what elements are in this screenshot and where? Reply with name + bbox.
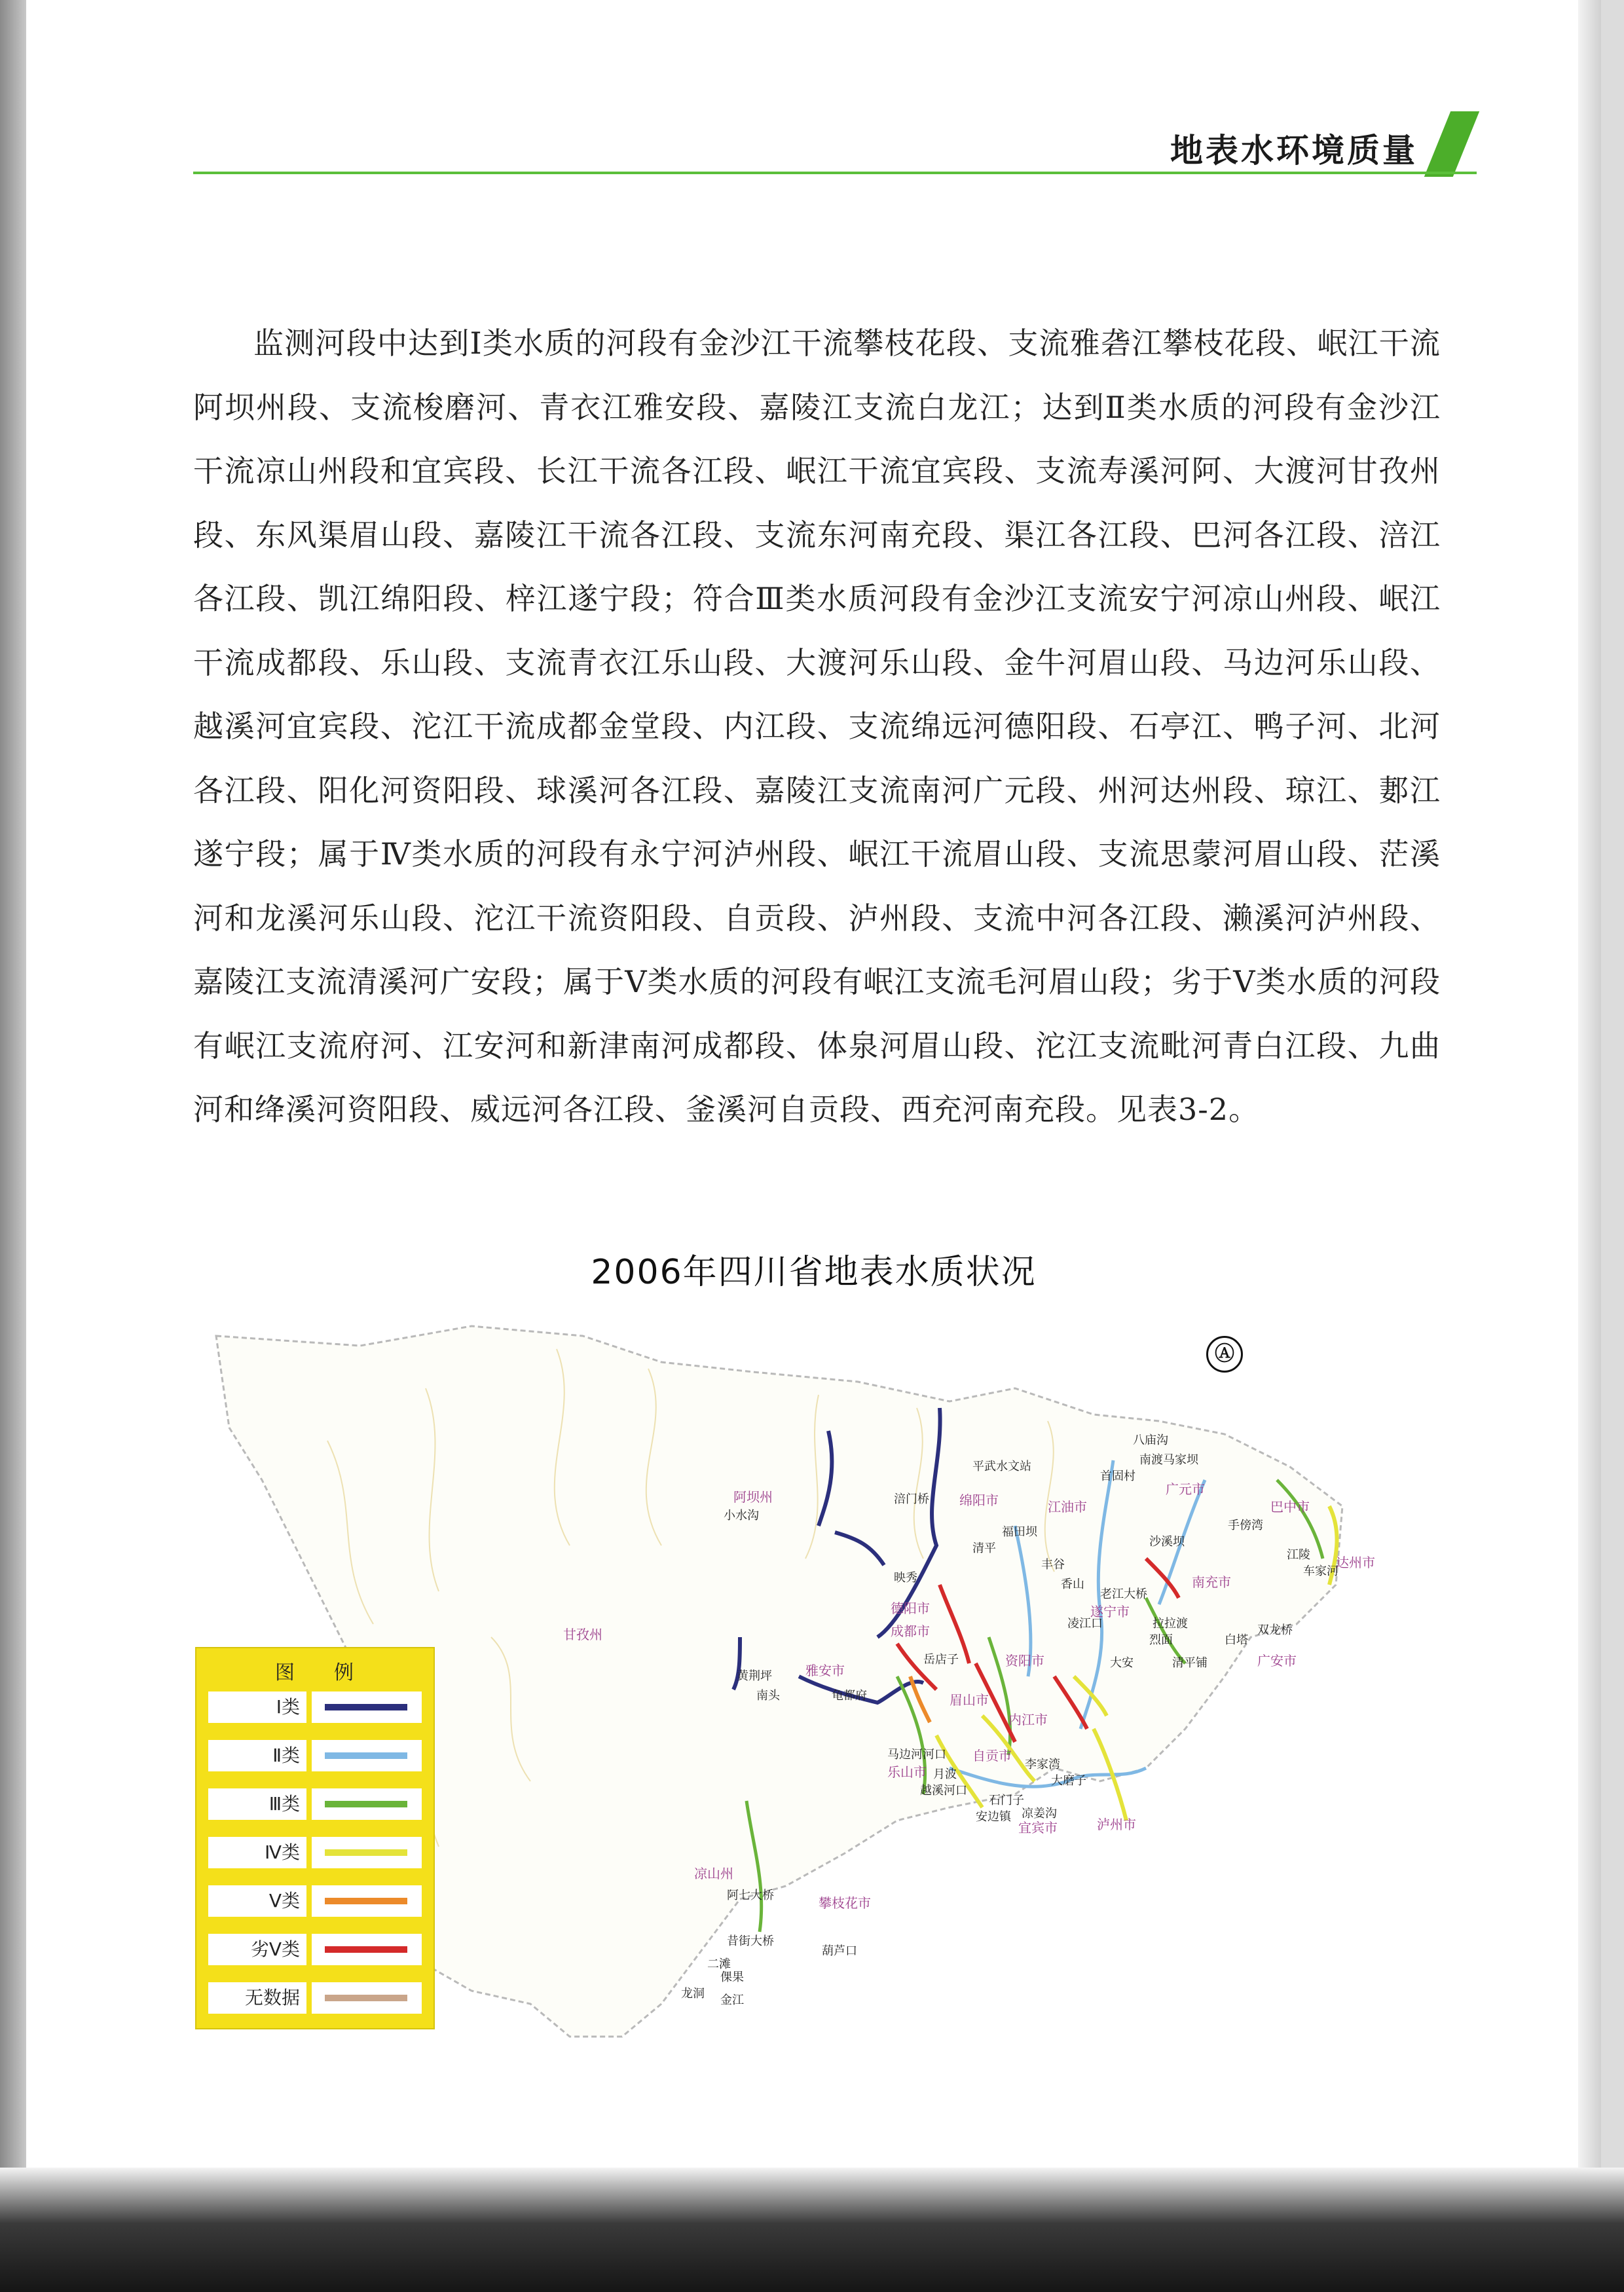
legend-item [203,1978,427,2018]
city-label: 泸州市 [1097,1817,1136,1832]
station-label: 八庙沟 [1133,1433,1168,1447]
legend-item [203,1784,427,1824]
city-label: 巴中市 [1270,1499,1310,1515]
station-label: 烈面 [1149,1633,1173,1647]
city-label: 乐山市 [887,1764,927,1780]
station-label: 丰谷 [1041,1558,1065,1572]
station-label: 福田坝 [1002,1525,1037,1539]
station-label: 映秀 [894,1571,917,1585]
station-label: 手傍湾 [1228,1519,1263,1532]
city-label: 遂宁市 [1090,1604,1130,1619]
station-label: 大磨子 [1051,1774,1086,1788]
legend-swatch-class-5 [325,1898,407,1904]
station-label: 金江 [720,1993,744,2007]
legend-item-label: Ⅰ类 [208,1691,306,1723]
legend-header-right: 例 [334,1661,354,1684]
station-label: 首固村 [1100,1469,1135,1483]
station-label: 涪门桥 [894,1492,929,1506]
legend-item-label: 劣Ⅴ类 [208,1934,306,1965]
station-label: 清平 [972,1542,996,1555]
station-label: 昔街大桥 [727,1934,774,1948]
station-label: 阿七大桥 [727,1889,774,1902]
scanner-bottom-edge [0,2168,1624,2292]
legend-item-label: Ⅴ类 [208,1885,306,1917]
station-label: 双龙桥 [1257,1623,1293,1637]
city-label: 德阳市 [891,1600,930,1616]
station-label: 倮果 [720,1970,744,1984]
station-label: 岳店子 [923,1653,959,1667]
station-label: 香山 [1061,1578,1084,1591]
city-label: 广元市 [1166,1481,1205,1497]
station-label: 黄荆坪 [737,1669,772,1683]
city-label: 广安市 [1257,1653,1297,1669]
station-label: 平武水文站 [972,1460,1031,1473]
station-label: 沙溪坝 [1149,1535,1185,1549]
city-label: 雅安市 [805,1663,845,1678]
station-label: 白塔 [1225,1633,1248,1647]
map-legend [195,1647,435,2029]
station-label: 南渡马家坝 [1139,1453,1198,1467]
legend-item-label: Ⅲ类 [208,1788,306,1820]
station-label: 大安 [1110,1656,1134,1670]
station-label: 车家河 [1303,1564,1338,1578]
station-label: 越溪河口 [920,1784,967,1798]
station-label: 马边河河口 [887,1748,946,1762]
city-label: 凉山州 [694,1866,733,1881]
city-label: 达州市 [1336,1555,1375,1570]
station-label: 石门子 [989,1794,1024,1807]
page [26,0,1601,2292]
station-label: 安边镇 [976,1810,1011,1824]
legend-swatch-class-2 [325,1752,407,1759]
map-title: 2006年四川省地表水质状况 [591,1253,1037,1292]
station-label: 南头 [756,1689,780,1703]
station-label: 凉姜沟 [1022,1807,1057,1821]
station-label: 凌江口 [1067,1617,1103,1631]
legend-item [203,1688,427,1727]
city-label: 攀枝花市 [819,1895,871,1911]
legend-item [203,1833,427,1872]
station-label: 龟都府 [832,1689,867,1703]
station-label: 月波 [933,1767,957,1781]
legend-item [203,1736,427,1775]
page-edge-shadow [1578,0,1601,2292]
legend-item-label: 无数据 [208,1982,306,2014]
city-label: 南充市 [1192,1574,1231,1590]
city-label: 自贡市 [972,1748,1012,1764]
city-label: 资阳市 [1005,1653,1044,1669]
station-label: 葫芦口 [822,1944,857,1958]
station-label: 江陵 [1287,1548,1310,1562]
section-header-title: 地表水环境质量 [1170,132,1418,170]
city-label: 内江市 [1008,1712,1048,1728]
header-accent-slash [1424,111,1479,177]
station-label: 拉拉渡 [1153,1617,1188,1631]
legend-header [196,1648,434,1686]
body-paragraph: 监测河段中达到Ⅰ类水质的河段有金沙江干流攀枝花段、支流雅砻江攀枝花段、岷江干流阿坝州段、支流梭磨河、青衣江雅安段、嘉陵江支流白龙江；达到Ⅱ类水质的河段有金沙江干流凉山州段和宜宾段、长江干流各江段、岷江干流宜宾段、支流寿溪河阿、大渡河甘孜州段、东风渠眉山段、嘉陵江干流各江段、支流东河南充段、渠江各江段、巴河各江段、涪江各江段、凯江绵阳段、梓江遂宁段；符合Ⅲ类水质河段有金沙江支流安宁河凉山州段、岷江干流成都段、乐山段、支流青衣江乐山段、大渡河乐山段、金牛河眉山段、马边河乐山段、越溪河宜宾段、沱江干流成都金堂段、内江段、支流绵远河德阳段、石亭江、鸭子河、北河各江段、阳化河资阳段、球溪河各江段、嘉陵江支流南河广元段、州河达州段、琼江、郪江遂宁段；属于Ⅳ类水质的河段有永宁河泸州段、岷江干流眉山段、支流思蒙河眉山段、茫溪河和龙溪河乐山段、沱江干流资阳段、自贡段、泸州段、支流中河各江段、濑溪河泸州段、嘉陵江支流清溪河广安段；属于Ⅴ类水质的河段有岷江支流毛河眉山段；劣于Ⅴ类水质的河段有岷江支流府河、江安河和新津南河成都段、体泉河眉山段、沱江支流毗河青白江段、九曲河和绛溪河资阳段、威远河各江段、釜溪河自贡段、西充河南充段。见表3-2。 [193,325,1441,1127]
legend-swatch-class-1 [325,1704,407,1710]
legend-item-label: Ⅳ类 [208,1837,306,1868]
city-label: 宜宾市 [1018,1820,1058,1836]
legend-item [203,1881,427,1921]
station-label: 小水沟 [724,1509,759,1523]
station-label: 清平铺 [1172,1656,1208,1670]
legend-item-label: Ⅱ类 [208,1740,306,1771]
city-label: 眉山市 [950,1692,989,1708]
header-rule [193,172,1477,174]
city-label: 绵阳市 [959,1492,999,1508]
station-label: 二滩 [707,1957,731,1971]
legend-header-left: 图 [275,1661,295,1684]
legend-swatch-worse-than-5 [325,1946,407,1953]
station-label: 龙洞 [681,1987,705,2001]
north-arrow-icon: Ⓐ [1206,1336,1243,1373]
book-spine-shadow [0,0,26,2292]
legend-swatch-no-data [325,1995,407,2001]
station-label: 老江大桥 [1100,1587,1147,1601]
legend-item [203,1930,427,1969]
station-label: 李家湾 [1025,1758,1060,1771]
city-label: 甘孜州 [563,1627,602,1642]
legend-swatch-class-4 [325,1849,407,1856]
city-label: 江油市 [1048,1499,1087,1515]
city-label: 成都市 [891,1623,930,1639]
legend-swatch-class-3 [325,1801,407,1807]
city-label: 阿坝州 [733,1489,773,1505]
